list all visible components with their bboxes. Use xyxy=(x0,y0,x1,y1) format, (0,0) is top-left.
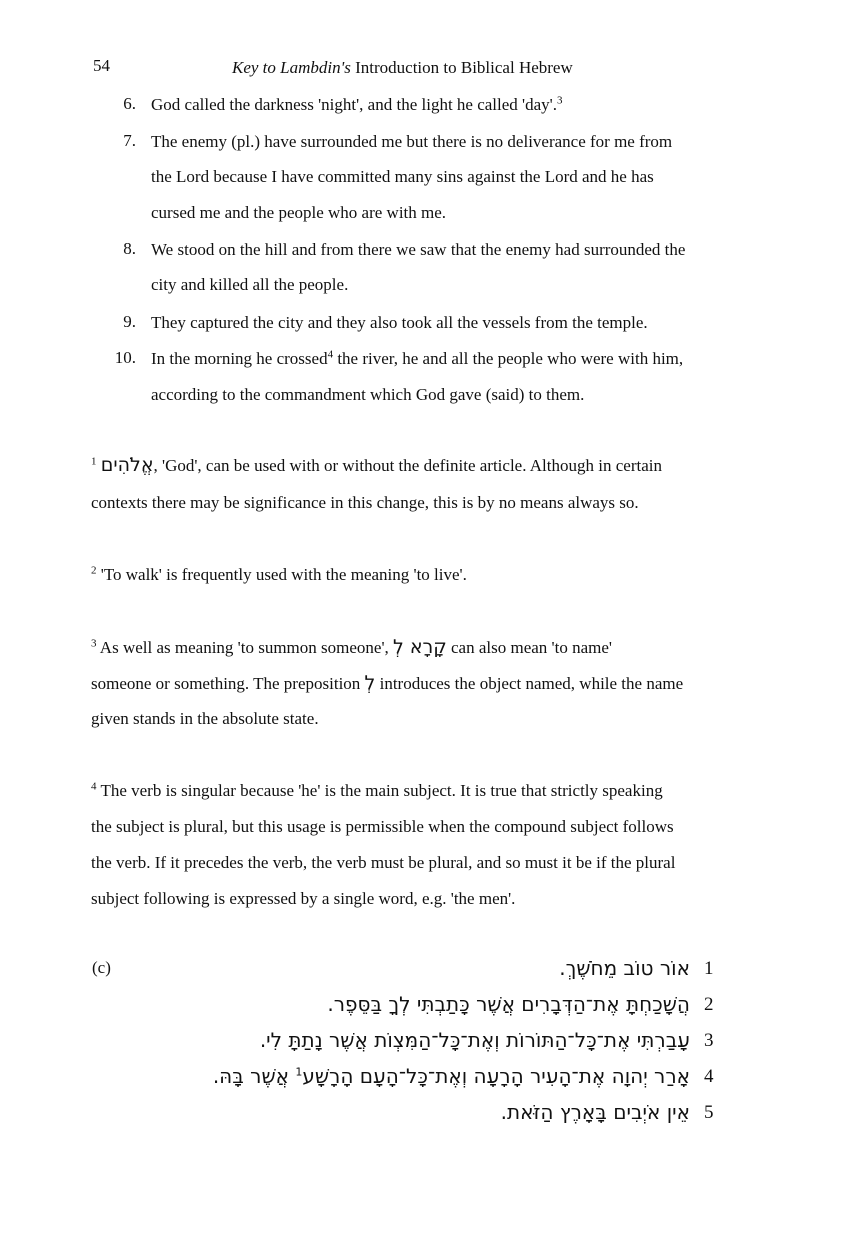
exercise-10-text-b: the river, he and all the people who were with him, xyxy=(333,349,684,368)
footnote-4-text-a: The verb is singular because 'he' is the main subject. It is true that strictly speaking xyxy=(96,781,663,800)
hebrew-sentence-number-3: 3 xyxy=(704,1030,714,1051)
footnote-2-line xyxy=(91,565,467,585)
exercise-8-line-2: city and killed all the people. xyxy=(151,275,349,294)
hebrew-sentence-number-4: 4 xyxy=(704,1066,714,1087)
hebrew-sentence-number-1: 1 xyxy=(704,958,714,979)
page-number: 54 xyxy=(93,56,110,75)
hebrew-sentence-number-5: 5 xyxy=(704,1102,714,1123)
footnote-1-text-a: , 'God', can be used with or without the definite article. Although in certain xyxy=(153,456,662,475)
exercise-7-line-1: The enemy (pl.) have surrounded me but there is no deliverance for me from xyxy=(151,132,673,151)
footnote-3-line-1 xyxy=(91,637,612,658)
hebrew-sentence-number-2: 2 xyxy=(704,994,714,1015)
exercise-number-8: 8. xyxy=(123,239,136,258)
footnote-3-text-c: someone or something. The preposition xyxy=(91,674,365,693)
hebrew-sentence-5: אֵין אֹיְבִים בָּאָרֶץ הַזֹּאת. xyxy=(500,1100,690,1124)
footnote-ref-c1: 1 xyxy=(295,1065,303,1079)
exercise-8-line-1: We stood on the hill and from there we saw that the enemy had surrounded the xyxy=(151,240,686,259)
footnote-1-mark: 1 xyxy=(91,455,97,468)
footnote-4-line-4: subject following is expressed by a single word, e.g. 'the men'. xyxy=(91,889,516,908)
footnote-4-mark: 4 xyxy=(91,780,97,793)
footnote-1-hebrew: אֱלֹהִים xyxy=(100,454,154,476)
exercise-10-text-a: In the morning he crossed xyxy=(151,349,328,368)
footnote-4-line-2: the subject is plural, but this usage is permissible when the compound subject follows xyxy=(91,817,674,836)
hebrew-sentence-2: הֲשָׁכַחְתָּ אֶת־הַדְּבָרִים אֲשֶׁר כָּתַבְתִּי לְךָ בַּסֵּפֶר. xyxy=(327,992,690,1016)
section-c-label: (c) xyxy=(92,958,111,977)
exercise-9-line: They captured the city and they also took all the vessels from the temple. xyxy=(151,313,648,332)
header-title-italic: Key to Lambdin's xyxy=(232,58,351,77)
exercise-number-7: 7. xyxy=(123,131,136,150)
footnote-3-hebrew-1: קָרָא לְ xyxy=(393,636,447,658)
footnote-1-line-2: contexts there may be significance in this change, this is by no means always so. xyxy=(91,493,639,512)
hebrew-sentence-3: עָבַרְתִּי אֶת־כָּל־הַתּוֹרוֹת וְאֶת־כָּל־הַמִּצְוֹת אֲשֶׁר נָתַתָּ לִי. xyxy=(259,1028,690,1052)
footnote-3-line-2 xyxy=(91,673,683,694)
footnote-3-text-a: As well as meaning 'to summon someone', xyxy=(96,638,394,657)
footnote-ref-4: 4 xyxy=(327,348,334,361)
footnote-3-mark: 3 xyxy=(91,637,97,650)
footnote-ref-3: 3 xyxy=(556,94,563,107)
exercise-6-line xyxy=(151,95,562,115)
footnote-3-text-d: introduces the object named, while the name xyxy=(375,674,684,693)
exercise-number-9: 9. xyxy=(123,312,136,331)
header-title-rest: Introduction to Biblical Hebrew xyxy=(350,58,573,77)
footnote-3-text-b: can also mean 'to name' xyxy=(446,638,612,657)
exercise-10-line-1 xyxy=(151,349,683,369)
hebrew-sentence-4 xyxy=(213,1064,690,1088)
exercise-7-line-3: cursed me and the people who are with me. xyxy=(151,203,447,222)
footnote-4-line-3: the verb. If it precedes the verb, the verb must be plural, and so must it be if the plural xyxy=(91,853,676,872)
exercise-number-6: 6. xyxy=(123,94,136,113)
footnote-2-text: 'To walk' is frequently used with the meaning 'to live'. xyxy=(96,565,467,584)
footnote-4-line-1 xyxy=(91,781,663,801)
exercise-number-10: 10. xyxy=(114,348,136,367)
footnote-3-hebrew-2: לְ xyxy=(364,672,376,694)
hebrew-sentence-4-text-b: אֲשֶׁר בָּהּ. xyxy=(212,1064,289,1088)
footnote-1-line-1 xyxy=(91,455,662,476)
running-header xyxy=(232,58,573,78)
exercise-7-line-2: the Lord because I have committed many sins against the Lord and he has xyxy=(151,167,654,186)
exercise-6-text: God called the darkness 'night', and the light he called 'day'. xyxy=(151,95,557,114)
footnote-2-mark: 2 xyxy=(91,564,97,577)
footnote-3-line-3: given stands in the absolute state. xyxy=(91,709,319,728)
exercise-10-line-2: according to the commandment which God gave (said) to them. xyxy=(151,385,585,404)
hebrew-sentence-4-text-a: אָרַר יְהוָה אֶת־הָעִיר הָרָעָה וְאֶת־כָּל־הָעָם הָרָשָׁע xyxy=(302,1064,690,1088)
hebrew-sentence-1: אוֹר טוֹב מֵחֹשֶׁךְ. xyxy=(559,956,690,980)
